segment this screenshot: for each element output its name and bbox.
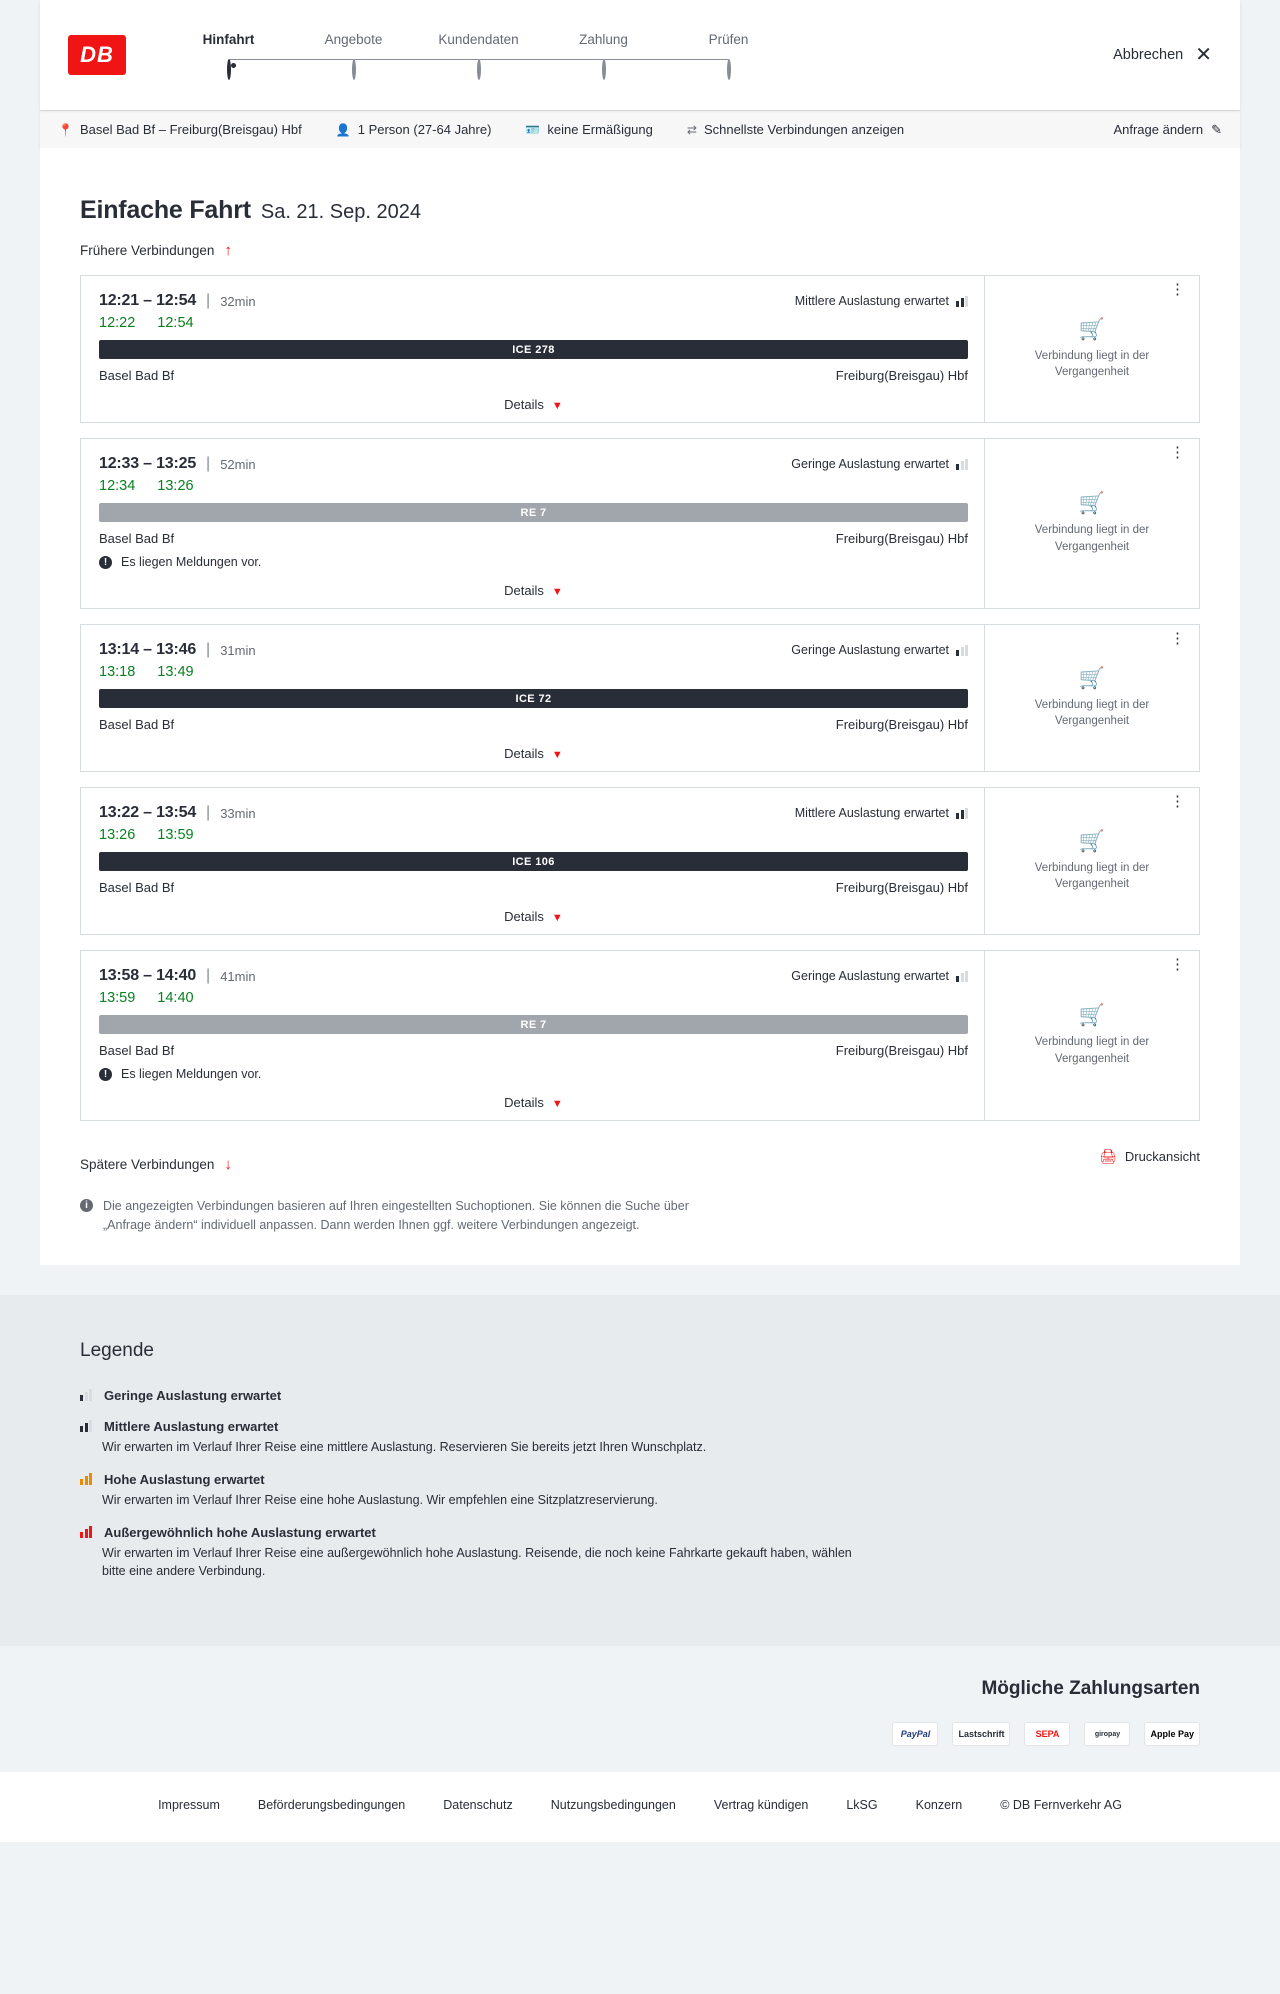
destination-station: Freiburg(Breisgau) Hbf (835, 880, 968, 895)
origin-station: Basel Bad Bf (99, 368, 175, 383)
query-discount[interactable] (525, 122, 652, 137)
connection-details (81, 439, 984, 608)
train-label: RE 7 (99, 503, 968, 522)
more-options-icon[interactable]: ⋮ (1170, 630, 1185, 647)
print-view-button[interactable] (1099, 1148, 1200, 1165)
step-dot (227, 59, 231, 80)
realtime-arrival: 13:26 (157, 478, 194, 494)
connection-header (99, 641, 968, 659)
details-label: Details (504, 583, 544, 598)
occupancy-label: Mittlere Auslastung erwartet (794, 806, 949, 820)
chevron-down-icon: ▼ (551, 1098, 563, 1110)
occupancy-bars-icon (80, 1473, 92, 1485)
later-row (80, 1139, 1200, 1173)
realtime-times (99, 827, 968, 843)
swap-icon: ⇄ (686, 122, 697, 137)
past-connection-text: Verbindung liegt in der Vergangenheit (1034, 524, 1150, 553)
realtime-times (99, 990, 968, 1006)
progress-steps (166, 32, 791, 79)
realtime-times (99, 478, 968, 494)
legend-item-head (80, 1525, 1200, 1540)
printer-icon: 🖨 (1099, 1147, 1117, 1164)
chevron-down-icon: ▼ (551, 912, 563, 924)
connection-list (80, 275, 1200, 1121)
query-discount-label: keine Ermäßigung (547, 122, 653, 137)
query-route-label: Basel Bad Bf – Freiburg(Breisgau) Hbf (79, 122, 302, 137)
occupancy-bars-icon (956, 296, 968, 307)
shopping-cart-icon: 🛒 (1078, 666, 1106, 690)
legend-item-label: Außergewöhnlich hohe Auslastung erwartet (104, 1524, 376, 1540)
person-icon: 👤 (335, 122, 351, 137)
search-info-text: Die angezeigten Verbindungen basieren auf Ihren eingestellten Suchoptionen. Sie können die Suche über „Anfrage ändern“ individuell anpassen. Dann werden Ihnen ggf. weitere Verbindungen angezeigt. (103, 1199, 689, 1232)
connection-message[interactable] (99, 555, 968, 569)
planned-times: 12:33 – 13:25 (99, 455, 197, 472)
realtime-times (99, 315, 968, 331)
connection-details (81, 951, 984, 1120)
footer-copyright: © DB Fernverkehr AG (1000, 1798, 1122, 1812)
later-connections-button[interactable] (80, 1156, 232, 1173)
realtime-departure: 13:59 (99, 990, 136, 1006)
step-dot (602, 59, 606, 80)
step-label: Prüfen (708, 31, 749, 47)
db-logo[interactable]: DB (68, 35, 126, 75)
arrow-down-icon: ↓ (224, 1156, 232, 1173)
occupancy-indicator (795, 806, 968, 820)
planned-times: 12:21 – 12:54 (99, 292, 197, 309)
query-option-label: Schnellste Verbindungen anzeigen (703, 122, 905, 137)
card-icon: 🪪 (525, 122, 541, 137)
realtime-arrival: 13:49 (157, 664, 194, 680)
connection-header (99, 804, 968, 822)
connection-header (99, 292, 968, 310)
payment-icon-giropay: giropay (1084, 1722, 1130, 1746)
connection-details (81, 788, 984, 934)
occupancy-bars-icon (80, 1526, 92, 1538)
step-hinfahrt[interactable] (166, 32, 291, 79)
step-dot (352, 59, 356, 80)
duration: 52min (220, 456, 256, 472)
shopping-cart-icon: 🛒 (1078, 492, 1106, 516)
past-connection-text: Verbindung liegt in der Vergangenheit (1034, 1036, 1150, 1065)
step-angebote[interactable] (291, 32, 416, 79)
connection-header (99, 455, 968, 473)
realtime-arrival: 13:59 (157, 827, 194, 843)
shopping-cart-icon: 🛒 (1078, 317, 1106, 341)
occupancy-bars-icon (956, 645, 968, 656)
legend-item (80, 1419, 1200, 1456)
footer-link-beförderungsbedingungen[interactable]: Beförderungsbedingungen (257, 1798, 406, 1812)
cancel-button[interactable] (1113, 45, 1212, 65)
destination-station: Freiburg(Breisgau) Hbf (835, 368, 968, 383)
shopping-cart-icon: 🛒 (1078, 829, 1106, 853)
more-options-icon[interactable]: ⋮ (1170, 444, 1185, 461)
step-prüfen[interactable] (666, 32, 791, 79)
connection-card[interactable] (80, 624, 1200, 772)
earlier-connections-button[interactable] (80, 242, 232, 259)
chevron-down-icon: ▼ (551, 586, 563, 598)
past-connection-text: Verbindung liegt in der Vergangenheit (1034, 349, 1150, 378)
page-title-text: Einfache Fahrt (80, 196, 251, 224)
legend-item (80, 1388, 1200, 1403)
connection-action-panel (984, 276, 1199, 422)
print-view-label: Druckansicht (1124, 1148, 1200, 1164)
legend-section (0, 1295, 1280, 1647)
details-label: Details (504, 746, 544, 761)
planned-times: 13:58 – 14:40 (99, 967, 197, 984)
payment-icon-sepa: SEPA (1024, 1722, 1070, 1746)
origin-station: Basel Bad Bf (99, 531, 175, 546)
step-kundendaten[interactable] (416, 32, 541, 79)
duration: 41min (220, 968, 256, 984)
connection-card[interactable] (80, 438, 1200, 609)
footer-link-impressum[interactable]: Impressum (158, 1798, 220, 1812)
divider: | (206, 455, 211, 472)
step-dot (477, 59, 481, 80)
connection-action-panel (984, 951, 1199, 1120)
legend-title: Legende (80, 1339, 154, 1361)
realtime-departure: 13:26 (99, 827, 136, 843)
realtime-arrival: 14:40 (157, 990, 194, 1006)
divider: | (206, 292, 211, 309)
connection-card[interactable] (80, 787, 1200, 935)
duration: 33min (220, 805, 256, 821)
station-names (99, 531, 968, 546)
step-label: Zahlung (579, 31, 628, 47)
connection-action-panel (984, 439, 1199, 608)
legend-item-head (80, 1419, 1200, 1434)
step-label: Angebote (324, 31, 383, 47)
origin-station: Basel Bad Bf (99, 880, 175, 895)
close-icon[interactable]: ✕ (1195, 44, 1212, 66)
chevron-down-icon: ▼ (551, 749, 563, 761)
more-options-icon[interactable]: ⋮ (1170, 956, 1185, 973)
connection-card[interactable] (80, 950, 1200, 1121)
occupancy-bars-icon (80, 1420, 92, 1432)
details-toggle[interactable] (99, 1095, 968, 1110)
connection-message[interactable] (99, 1067, 968, 1081)
payment-methods-title: Mögliche Zahlungsarten (981, 1678, 1200, 1699)
footer-link-lksg[interactable]: LkSG (846, 1798, 878, 1812)
occupancy-indicator (791, 457, 968, 471)
footer-link-konzern[interactable]: Konzern (915, 1798, 963, 1812)
occupancy-indicator (791, 969, 968, 983)
more-options-icon[interactable]: ⋮ (1170, 793, 1185, 810)
station-names (99, 717, 968, 732)
destination-station: Freiburg(Breisgau) Hbf (835, 1043, 968, 1058)
details-label: Details (504, 1095, 544, 1110)
step-label: Hinfahrt (202, 31, 255, 47)
details-toggle[interactable] (99, 583, 968, 598)
details-label: Details (504, 909, 544, 924)
footer-link-datenschutz[interactable]: Datenschutz (443, 1798, 513, 1812)
legend-item-description: Wir erwarten im Verlauf Ihrer Reise eine hohe Auslastung. Wir empfehlen eine Sitzplatzreservierung. (102, 1492, 658, 1507)
past-connection-text: Verbindung liegt in der Vergangenheit (1034, 861, 1150, 890)
destination-station: Freiburg(Breisgau) Hbf (835, 531, 968, 546)
legend-item (80, 1472, 1200, 1509)
footer-link-nutzungsbedingungen[interactable]: Nutzungsbedingungen (550, 1798, 676, 1812)
past-connection-text: Verbindung liegt in der Vergangenheit (1034, 698, 1150, 727)
page-title (80, 148, 1200, 225)
legend-item-label: Geringe Auslastung erwartet (104, 1387, 282, 1403)
query-passengers[interactable] (336, 122, 492, 137)
query-route[interactable] (58, 122, 302, 137)
destination-station: Freiburg(Breisgau) Hbf (835, 717, 968, 732)
occupancy-label: Mittlere Auslastung erwartet (794, 294, 949, 308)
connection-details (81, 625, 984, 771)
train-label: ICE 106 (99, 852, 968, 871)
occupancy-indicator (791, 643, 968, 657)
connection-message-text: Es liegen Meldungen vor. (121, 1067, 262, 1081)
later-connections-label: Spätere Verbindungen (80, 1157, 215, 1172)
connection-card[interactable] (80, 275, 1200, 423)
legend-item-label: Hohe Auslastung erwartet (104, 1471, 265, 1487)
alert-icon: ! (99, 556, 112, 569)
occupancy-indicator (795, 294, 968, 308)
app-header (40, 0, 1240, 110)
details-toggle[interactable] (99, 397, 968, 412)
step-label: Kundendaten (438, 31, 519, 47)
planned-times: 13:14 – 13:46 (99, 641, 197, 658)
legend-item-description: Wir erwarten im Verlauf Ihrer Reise eine mittlere Auslastung. Reservieren Sie bereits jetzt Ihren Wunschplatz. (102, 1439, 707, 1454)
station-names (99, 1043, 968, 1058)
payment-icons (80, 1722, 1200, 1746)
alert-icon: ! (99, 1068, 112, 1081)
realtime-departure: 12:22 (99, 315, 136, 331)
divider: | (206, 804, 211, 821)
connection-message-text: Es liegen Meldungen vor. (121, 555, 262, 569)
connection-action-panel (984, 788, 1199, 934)
more-options-icon[interactable]: ⋮ (1170, 281, 1185, 298)
details-label: Details (504, 397, 544, 412)
query-option[interactable] (687, 122, 904, 137)
duration: 32min (220, 293, 256, 309)
occupancy-label: Geringe Auslastung erwartet (791, 969, 949, 983)
legend-item-label: Mittlere Auslastung erwartet (104, 1418, 279, 1434)
info-icon: i (80, 1199, 93, 1212)
location-pin-icon: 📍 (58, 122, 73, 137)
station-names (99, 880, 968, 895)
occupancy-bars-icon (956, 971, 968, 982)
train-label: RE 7 (99, 1015, 968, 1034)
change-query-button[interactable] (1113, 122, 1222, 138)
realtime-times (99, 664, 968, 680)
origin-station: Basel Bad Bf (99, 1043, 175, 1058)
page-title-date: Sa. 21. Sep. 2024 (260, 201, 421, 223)
step-connector (354, 59, 479, 60)
payment-icon-apple-pay: Apple Pay (1144, 1722, 1200, 1746)
occupancy-bars-icon (956, 459, 968, 470)
change-query-label: Anfrage ändern (1113, 122, 1204, 137)
pencil-icon: ✎ (1211, 121, 1222, 137)
payment-icon-lastschrift: Lastschrift (952, 1722, 1010, 1746)
occupancy-bars-icon (80, 1389, 92, 1401)
step-connector (479, 59, 604, 60)
occupancy-bars-icon (956, 808, 968, 819)
planned-times: 13:22 – 13:54 (99, 804, 197, 821)
step-zahlung[interactable] (541, 32, 666, 79)
arrow-up-icon: ↑ (224, 242, 232, 259)
realtime-arrival: 12:54 (157, 315, 194, 331)
train-label: ICE 278 (99, 340, 968, 359)
connection-details (81, 276, 984, 422)
station-names (99, 368, 968, 383)
legend-item-description: Wir erwarten im Verlauf Ihrer Reise eine außergewöhnlich hohe Auslastung. Reisende, die noch keine Fahrkarte gekauft haben, wählen bitte eine andere Verbindung. (102, 1545, 852, 1578)
main-content (40, 148, 1240, 1265)
details-toggle[interactable] (99, 746, 968, 761)
connection-header (99, 967, 968, 985)
occupancy-label: Geringe Auslastung erwartet (791, 457, 949, 471)
legend-item-head (80, 1388, 1200, 1403)
duration: 31min (220, 642, 256, 658)
step-connector (229, 59, 354, 60)
divider: | (206, 967, 211, 984)
step-connector (604, 59, 729, 60)
search-info-note (80, 1197, 720, 1235)
footer-links (0, 1772, 1280, 1842)
cancel-label: Abbrechen (1113, 47, 1184, 63)
occupancy-label: Geringe Auslastung erwartet (791, 643, 949, 657)
details-toggle[interactable] (99, 909, 968, 924)
chevron-down-icon: ▼ (551, 400, 563, 412)
payment-methods-section (0, 1646, 1280, 1772)
realtime-departure: 13:18 (99, 664, 136, 680)
legend-item-head (80, 1472, 1200, 1487)
query-summary-bar (40, 110, 1240, 148)
realtime-departure: 12:34 (99, 478, 136, 494)
connection-action-panel (984, 625, 1199, 771)
step-dot (727, 59, 731, 80)
divider: | (206, 641, 211, 658)
footer-link-vertrag-kündigen[interactable]: Vertrag kündigen (713, 1798, 809, 1812)
origin-station: Basel Bad Bf (99, 717, 175, 732)
train-label: ICE 72 (99, 689, 968, 708)
legend-items (80, 1388, 1200, 1581)
legend-item (80, 1525, 1200, 1580)
earlier-connections-label: Frühere Verbindungen (80, 243, 215, 258)
shopping-cart-icon: 🛒 (1078, 1004, 1106, 1028)
query-passengers-label: 1 Person (27-64 Jahre) (357, 122, 492, 137)
payment-icon-paypal: PayPal (892, 1722, 938, 1746)
